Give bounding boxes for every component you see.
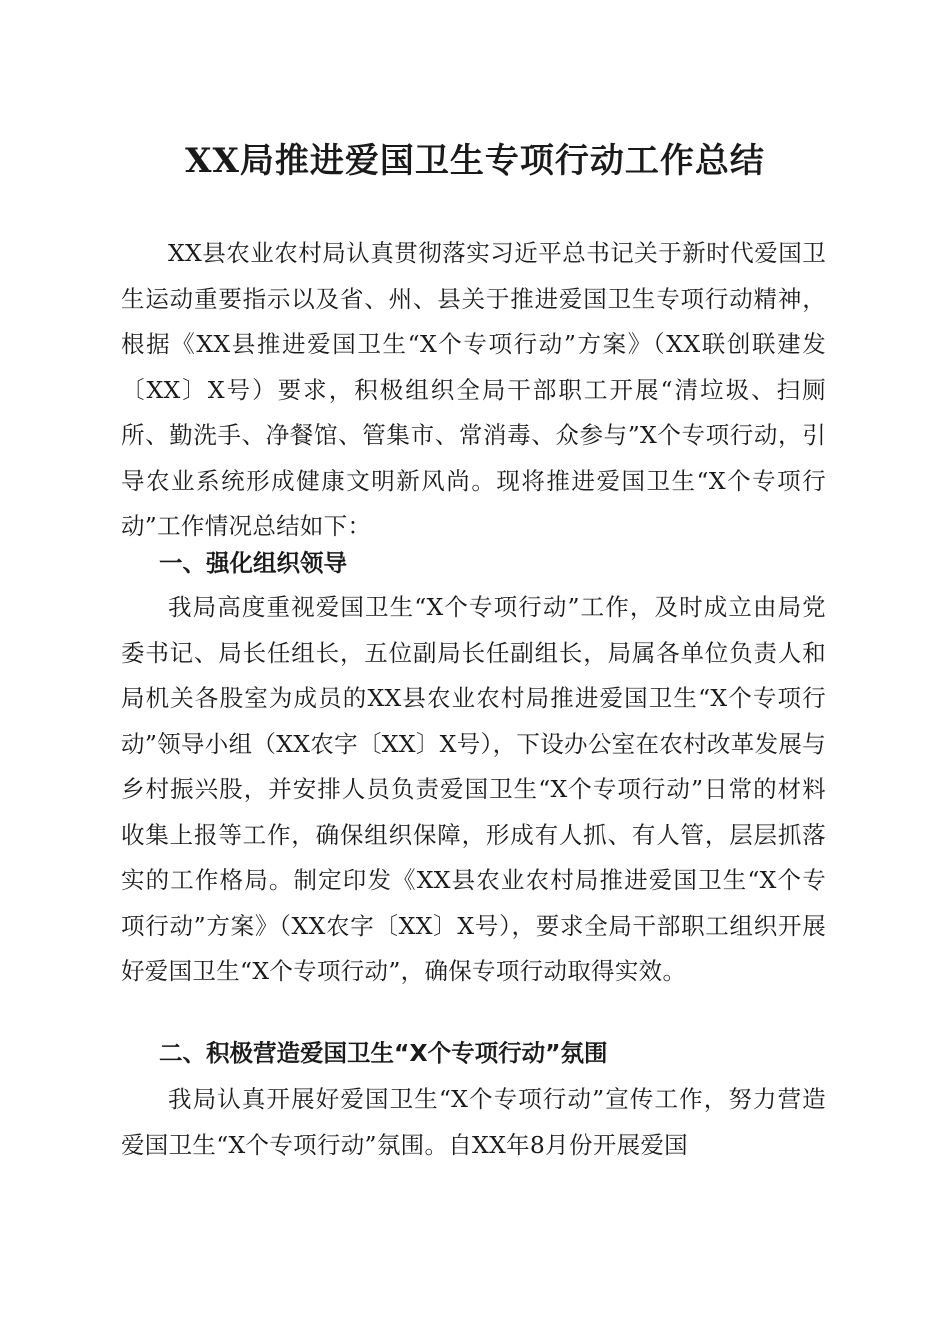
intro-paragraph: XX县农业农村局认真贯彻落实习近平总书记关于新时代爱国卫生运动重要指示以及省、州、县关于推进爱国卫生专项行动精神，根据《XX县推进爱国卫生“X个专项行动”方案》（XX联创联建发〔XX〕X号）要求，积极组织全局干部职工开展“清垃圾、扫厕所、勤洗手、净餐馆、管集市、常消毒、众参与”X个专项行动，引导农业系统形成健康文明新风尚。现将推进爱国卫生“X个专项行动”工作情况总结如下： <box>121 239 826 540</box>
document-title: XX局推进爱国卫生专项行动工作总结 <box>185 141 765 181</box>
section-paragraph-1: 我局高度重视爱国卫生“X个专项行动”工作，及时成立由局党委书记、局长任组长，五位副局长任副组长，局属各单位负责人和局机关各股室为成员的XX县农业农村局推进爱国卫生“X个专项行动”领导小组（XX农字〔XX〕X号），下设办公室在农村改革发展与乡村振兴股，并安排人员负责爱国卫生“X个专项行动”日常的材料收集上报等工作，确保组织保障，形成有人抓、有人管，层层抓落实的工作格局。制定印发《XX县农业农村局推进爱国卫生“X个专项行动”方案》（XX农字〔XX〕X号），要求全局干部职工组织开展好爱国卫生“X个专项行动”，确保专项行动取得实效。 <box>121 593 826 985</box>
section-heading-2: 二、积极营造爱国卫生“X个专项行动”氛围 <box>159 1039 608 1067</box>
section-heading-1: 一、强化组织领导 <box>159 549 347 577</box>
section-paragraph-2: 我局认真开展好爱国卫生“X个专项行动”宣传工作，努力营造爱国卫生“X个专项行动”氛围。自XX年8月份开展爱国 <box>121 1085 826 1159</box>
